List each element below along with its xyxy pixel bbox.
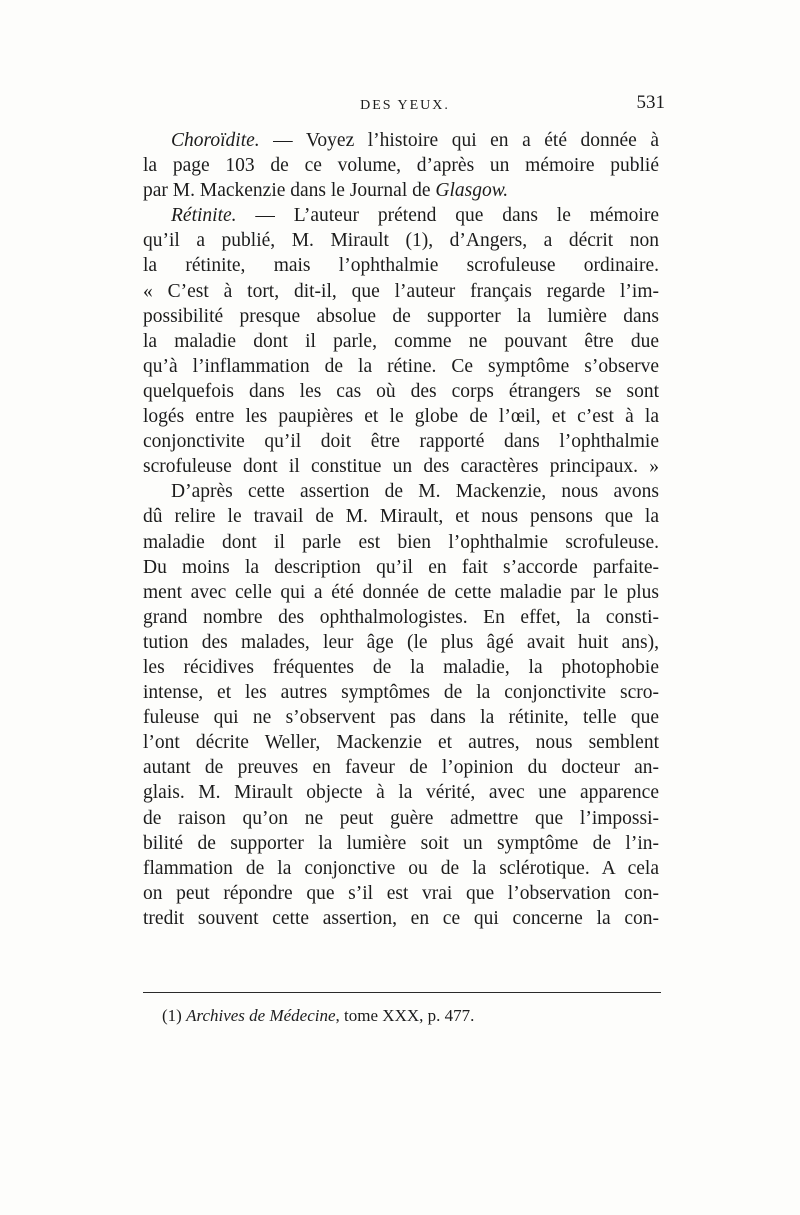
text-line: les récidives fréquentes de la maladie, la photophobie	[143, 656, 659, 678]
text-line: logés entre les paupières et le globe de l’œil, et c’est à la	[143, 406, 659, 428]
text-line: intense, et les autres symptômes de la conjonctivite scro-	[143, 682, 659, 704]
text-line: D’après cette assertion de M. Mackenzie, nous avons	[171, 481, 659, 503]
text-line: fuleuse qui ne s’observent pas dans la rétinite, telle que	[143, 707, 659, 729]
text-line: la maladie dont il parle, comme ne pouvant être due	[143, 330, 659, 352]
text-line: Choroïdite. — Voyez l’histoire qui en a été donnée à	[171, 130, 659, 151]
text-line: possibilité presque absolue de supporter la lumière dans	[143, 305, 659, 327]
term-retinite: Rétinite.	[171, 205, 237, 227]
footnote-marker: (1)	[162, 1006, 182, 1025]
text-line: flammation de la conjonctive ou de la sclérotique. A cela	[143, 857, 659, 879]
term-choroidite: Choroïdite.	[171, 130, 260, 151]
text-line: on peut répondre que s’il est vrai que l’observation con-	[143, 882, 659, 904]
text-line: l’ont décrite Weller, Mackenzie et autres, nous semblent	[143, 732, 659, 754]
journal-name: Glasgow.	[435, 180, 509, 202]
text-line: conjonctivite qu’il doit être rapporté dans l’ophthalmie	[143, 431, 659, 453]
running-title: DES YEUX.	[360, 98, 450, 113]
running-head	[145, 92, 665, 122]
text-line: quelquefois dans les cas où des corps étrangers se sont	[143, 380, 659, 402]
text-line: « C’est à tort, dit-il, que l’auteur français regarde l’im-	[143, 280, 659, 302]
footnote-rule	[143, 992, 661, 993]
text-line: qu’il a publié, M. Mirault (1), d’Angers, a décrit non	[143, 230, 659, 252]
text-line: autant de preuves en faveur de l’opinion du docteur an-	[143, 757, 659, 779]
text-line: la rétinite, mais l’ophthalmie scrofuleuse ordinaire.	[143, 255, 659, 277]
footnote-journal: Archives de Médecine	[186, 1006, 336, 1025]
footnote	[162, 1006, 474, 1026]
text-line: de raison qu’on ne peut guère admettre que l’impossi-	[143, 807, 659, 829]
text-line: scrofuleuse dont il constitue un des caractères principaux. »	[143, 456, 659, 478]
text-line: Du moins la description qu’il en fait s’accorde parfaite-	[143, 556, 659, 578]
text-line: la page 103 de ce volume, d’après un mémoire publié	[143, 155, 659, 177]
text-line: qu’à l’inflammation de la rétine. Ce symptôme s’observe	[143, 355, 659, 377]
text-line: maladie dont il parle est bien l’ophthalmie scrofuleuse.	[143, 531, 659, 553]
text-line: par M. Mackenzie dans le Journal de Glasgow.	[143, 180, 509, 202]
text-line: tredit souvent cette assertion, en ce qui concerne la con-	[143, 907, 659, 929]
text-line: ment avec celle qui a été donnée de cette maladie par le plus	[143, 581, 659, 603]
text-line: bilité de supporter la lumière soit un symptôme de l’in-	[143, 832, 659, 854]
text-line: tution des malades, leur âge (le plus âgé avait huit ans),	[143, 631, 659, 653]
page-number: 531	[636, 92, 665, 113]
text-line: glais. M. Mirault objecte à la vérité, avec une apparence	[143, 782, 659, 804]
text-line: Rétinite. — L’auteur prétend que dans le mémoire	[171, 205, 659, 227]
footnote-reference: , tome XXX, p. 477.	[335, 1006, 475, 1025]
body-text	[143, 128, 659, 931]
text-line: dû relire le travail de M. Mirault, et nous pensons que la	[143, 506, 659, 528]
text-line: grand nombre des ophthalmologistes. En effet, la consti-	[143, 606, 659, 628]
